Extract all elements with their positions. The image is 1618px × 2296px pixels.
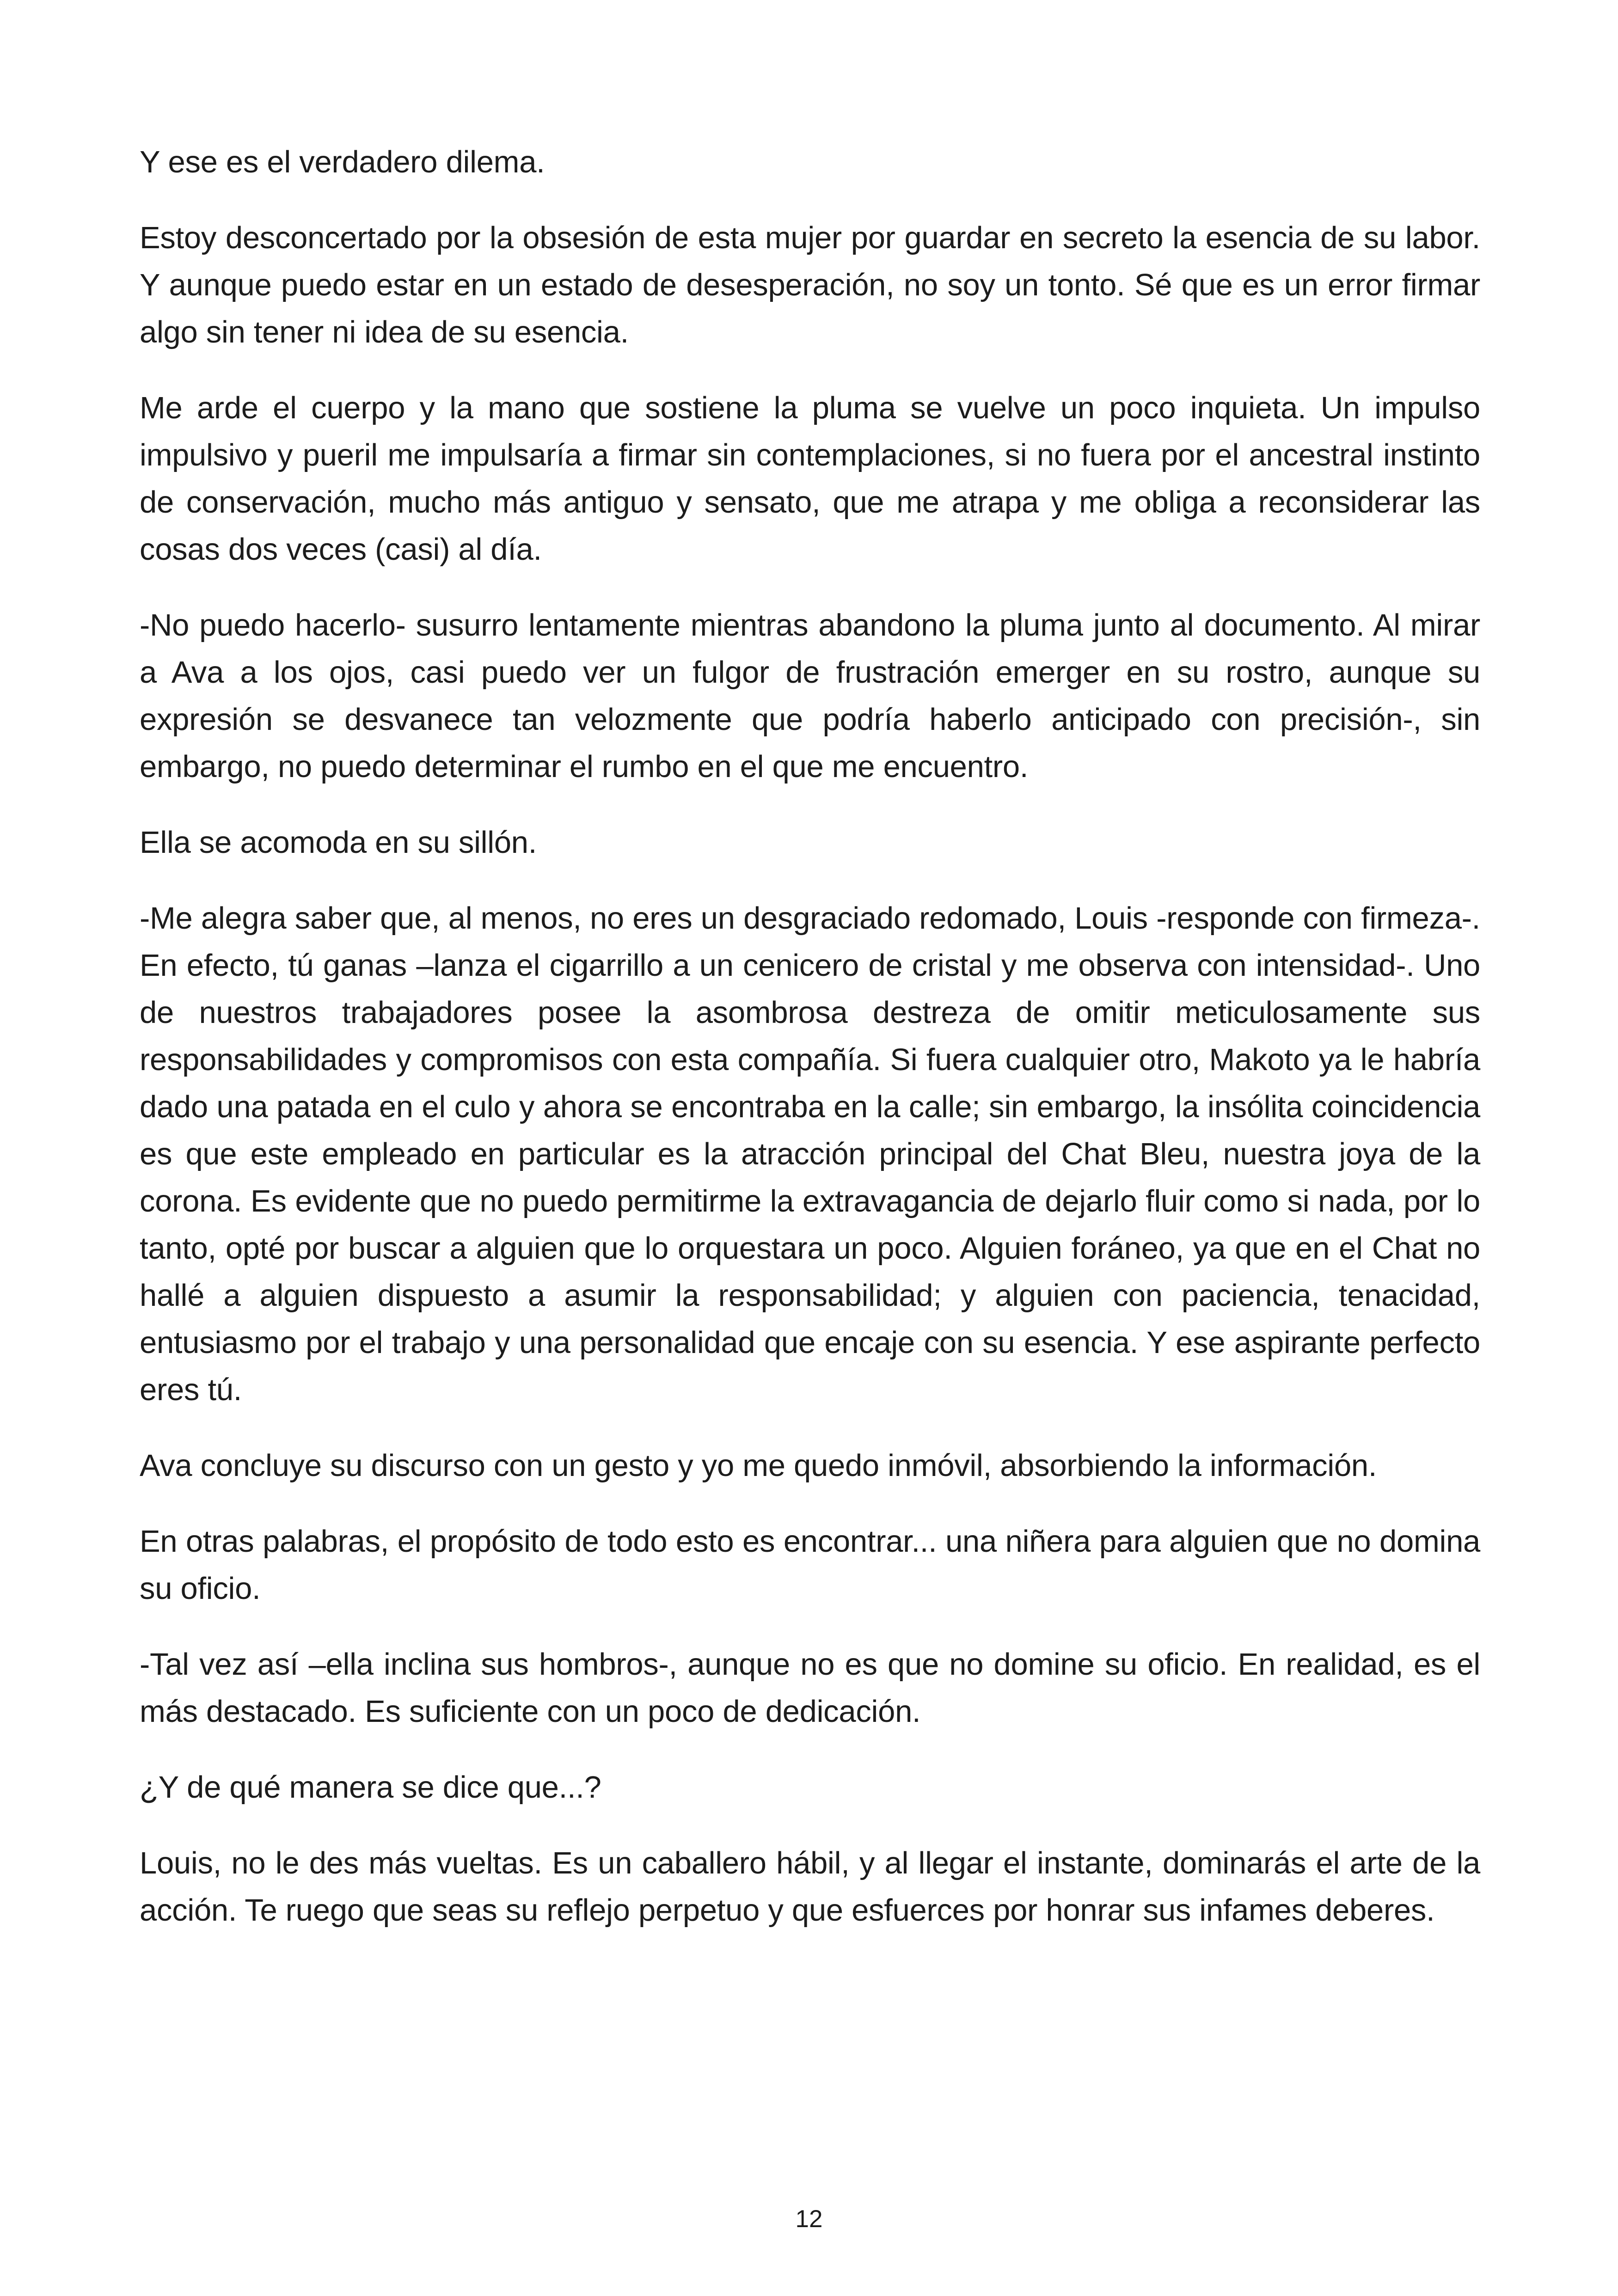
paragraph: ¿Y de qué manera se dice que...?: [140, 1770, 601, 1805]
paragraph: -No puedo hacerlo- susurro lentamente mientras abandono la pluma junto al documento. Al mirar a Ava a los ojos, casi puedo ver un fulgor de frustración emerger en su rostro, aunque su expresión se desvanece tan velozmente que podría haberlo anticipado con precisión-, sin embargo, no puedo determinar el rumbo en el que me encuentro.: [140, 608, 1480, 784]
paragraph: Louis, no le des más vueltas. Es un caballero hábil, y al llegar el instante, dominarás el arte de la acción. Te ruego que seas su reflejo perpetuo y que esfuerces por honrar sus infames deberes.: [140, 1846, 1480, 1928]
page-number: 12: [795, 2205, 823, 2233]
paragraph: En otras palabras, el propósito de todo esto es encontrar... una niñera para alguien que no domina su oficio.: [140, 1524, 1480, 1606]
paragraph: -Me alegra saber que, al menos, no eres un desgraciado redomado, Louis -responde con firmeza-. En efecto, tú ganas –lanza el cigarrillo a un cenicero de cristal y me observa con intensidad-. Uno de nuestros trabajadores posee la asombrosa destreza de omitir meticulosamente sus responsabilidades y compromisos con esta compañía. Si fuera cualquier otro, Makoto ya le habría dado una patada en el culo y ahora se encontraba en la calle; sin embargo, la insólita coincidencia es que este empleado en particular es la atracción principal del Chat Bleu, nuestra joya de la corona. Es evidente que no puedo permitirme la extravagancia de dejarlo fluir como si nada, por lo tanto, opté por buscar a alguien que lo orquestara un poco. Alguien foráneo, ya que en el Chat no hallé a alguien dispuesto a asumir la responsabilidad; y alguien con paciencia, tenacidad, entusiasmo por el trabajo y una personalidad que encaje con su esencia. Y ese aspirante perfecto eres tú.: [140, 901, 1480, 1407]
paragraph: Estoy desconcertado por la obsesión de esta mujer por guardar en secreto la esencia de su labor. Y aunque puedo estar en un estado de desesperación, no soy un tonto. Sé que es un error firmar algo sin tener ni idea de su esencia.: [140, 220, 1480, 349]
paragraph: Y ese es el verdadero dilema.: [140, 145, 545, 179]
paragraph: Ava concluye su discurso con un gesto y yo me quedo inmóvil, absorbiendo la información.: [140, 1448, 1377, 1483]
paragraph: Ella se acomoda en su sillón.: [140, 825, 537, 860]
page-body: [140, 139, 1480, 1963]
paragraph: -Tal vez así –ella inclina sus hombros-, aunque no es que no domine su oficio. En realidad, es el más destacado. Es suficiente con un poco de dedicación.: [140, 1647, 1480, 1729]
paragraph: Me arde el cuerpo y la mano que sostiene la pluma se vuelve un poco inquieta. Un impulso impulsivo y pueril me impulsaría a firmar sin contemplaciones, si no fuera por el ancestral instinto de conservación, mucho más antiguo y sensato, que me atrapa y me obliga a reconsiderar las cosas dos veces (casi) al día.: [140, 391, 1480, 567]
